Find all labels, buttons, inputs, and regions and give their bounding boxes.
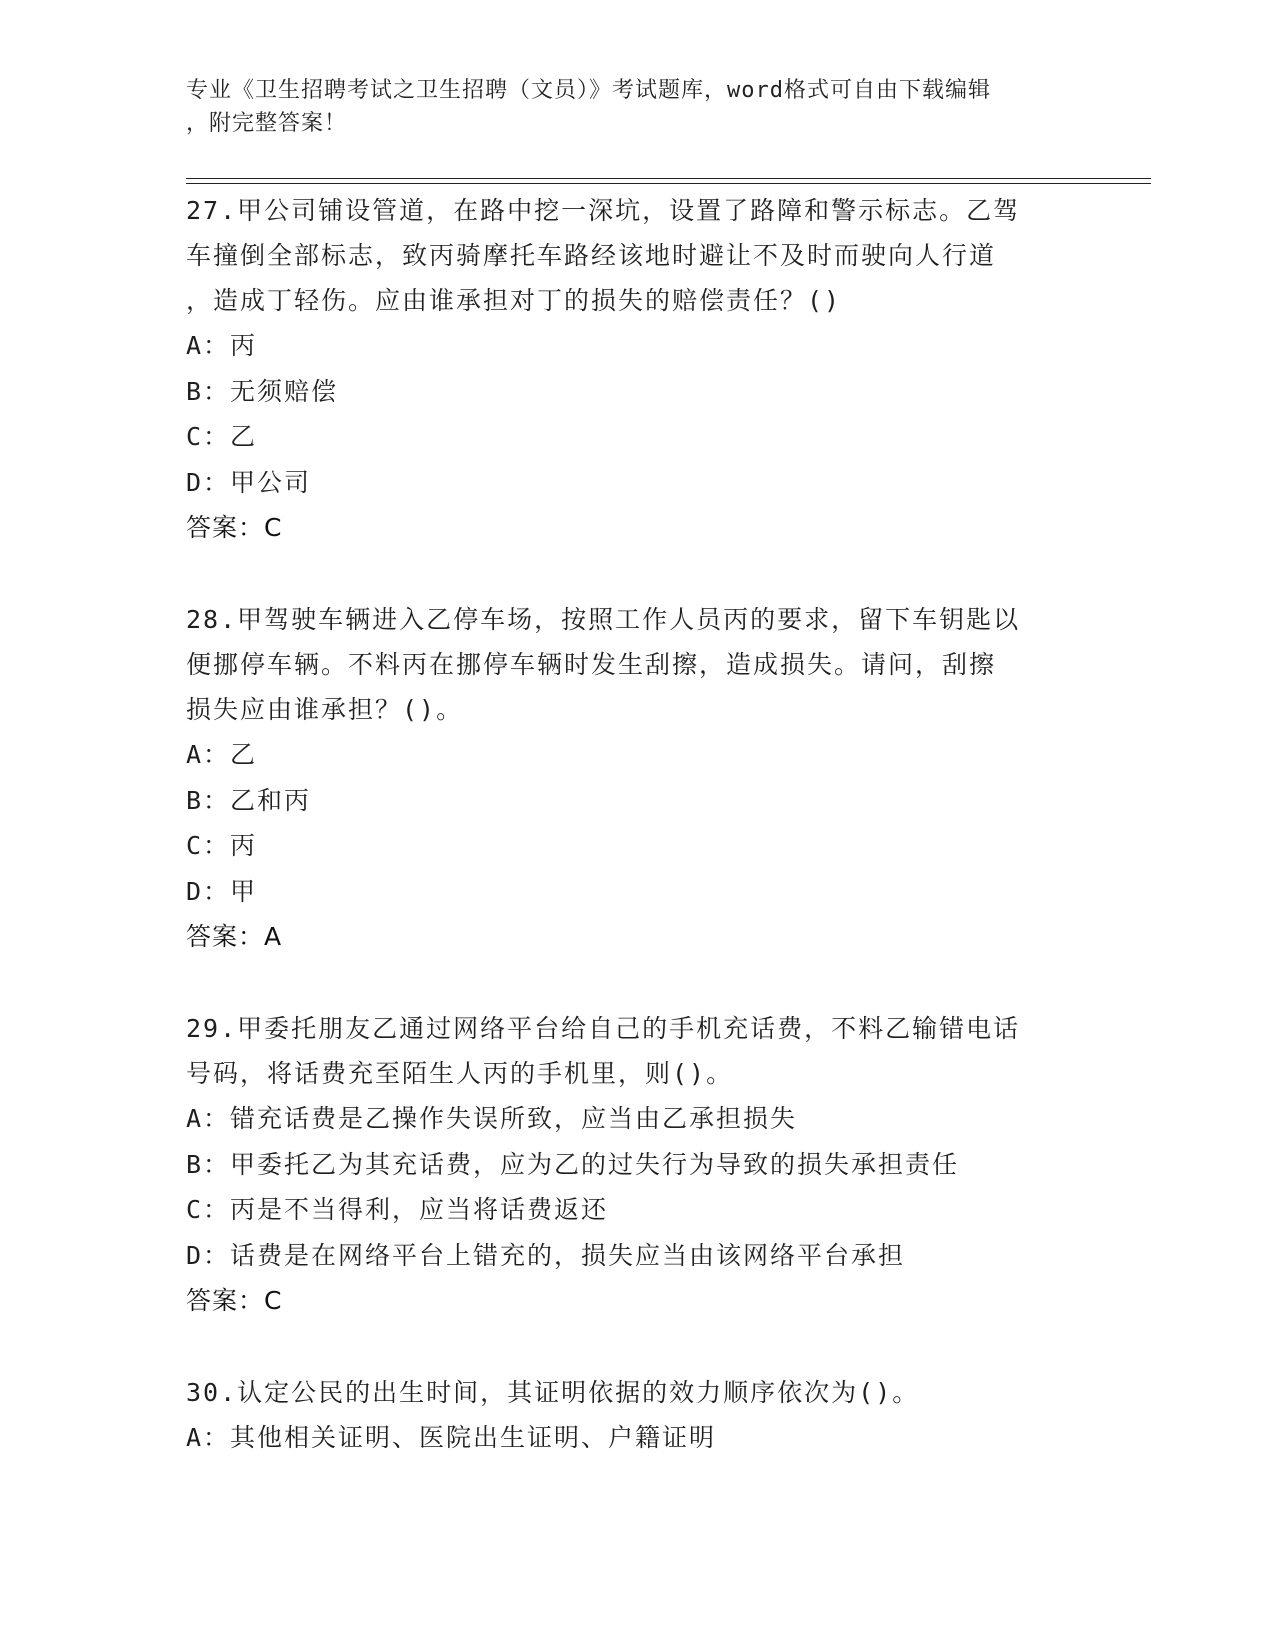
question-list [186,188,1086,1461]
option-b: B：甲委托乙为其充话费，应为乙的过失行为导致的损失承担责任 [186,1149,960,1179]
question-text-line: 车撞倒全部标志，致丙骑摩托车路经该地时避让不及时而驶向人行道 [186,241,997,270]
question-30 [186,1370,1086,1461]
question-28 [186,597,1086,959]
option-c: C：乙 [186,422,258,451]
answer: 答案：C [186,1286,283,1315]
document-header [186,74,1066,140]
header-line-1: 专业《卫生招聘考试之卫生招聘（文员）》考试题库，word格式可自由下载编辑 [186,78,991,103]
option-b: B：乙和丙 [186,785,312,815]
spacer [186,1323,1086,1370]
header-divider-bottom [186,183,1151,184]
spacer [186,959,1086,1006]
question-text-line: ，造成丁轻伤。应由谁承担对丁的损失的赔偿责任？() [186,286,842,315]
option-a: A：错充话费是乙操作失误所致，应当由乙承担损失 [186,1104,798,1133]
option-a: A：乙 [186,740,258,769]
option-c: C：丙 [186,831,258,860]
question-text-line: 损失应由谁承担？()。 [186,695,464,724]
option-b: B：无须赔偿 [186,376,339,406]
option-d: D：甲公司 [186,467,312,497]
header-line-2: ，附完整答案！ [186,111,348,136]
spacer [186,550,1086,597]
answer: 答案：A [186,922,283,951]
option-c: C：丙是不当得利，应当将话费返还 [186,1195,609,1224]
question-text-line: 27.甲公司铺设管道，在路中挖一深坑，设置了路障和警示标志。乙驾 [186,196,1021,225]
question-27 [186,188,1086,550]
question-text-line: 30.认定公民的出生时间，其证明依据的效力顺序依次为()。 [186,1378,920,1407]
answer: 答案：C [186,513,283,542]
option-a: A：其他相关证明、医院出生证明、户籍证明 [186,1423,717,1452]
question-text-line: 便挪停车辆。不料丙在挪停车辆时发生刮擦，造成损失。请问，刮擦 [186,650,997,679]
option-d: D：话费是在网络平台上错充的，损失应当由该网络平台承担 [186,1240,906,1270]
option-a: A：丙 [186,331,258,360]
header-divider-top [186,178,1151,179]
question-text-line: 29.甲委托朋友乙通过网络平台给自己的手机充话费，不料乙输错电话 [186,1014,1021,1043]
question-29 [186,1006,1086,1323]
question-text-line: 28.甲驾驶车辆进入乙停车场，按照工作人员丙的要求，留下车钥匙以 [186,605,1021,634]
question-text-line: 号码，将话费充至陌生人丙的手机里，则()。 [186,1059,734,1088]
option-d: D：甲 [186,876,258,906]
